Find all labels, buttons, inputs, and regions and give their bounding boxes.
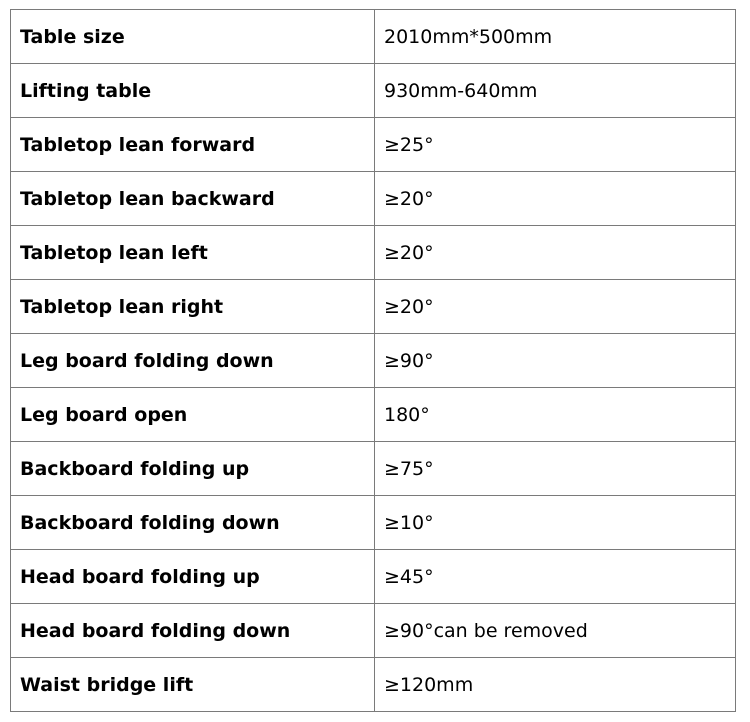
table-row [11, 388, 736, 442]
table-row [11, 172, 736, 226]
value-cell: ≥10° [375, 496, 736, 550]
value-cell: ≥20° [375, 172, 736, 226]
value-cell: ≥20° [375, 226, 736, 280]
table-row [11, 658, 736, 712]
parameter-cell: Tabletop lean left [11, 226, 375, 280]
value-cell: ≥120mm [375, 658, 736, 712]
value-cell: ≥90° [375, 334, 736, 388]
parameter-cell: Tabletop lean backward [11, 172, 375, 226]
value-cell: 2010mm*500mm [375, 10, 736, 64]
parameter-cell: Backboard folding up [11, 442, 375, 496]
parameter-cell: Tabletop lean right [11, 280, 375, 334]
parameter-cell: Waist bridge lift [11, 658, 375, 712]
parameter-cell: Leg board open [11, 388, 375, 442]
value-cell: ≥20° [375, 280, 736, 334]
parameter-cell: Lifting table [11, 64, 375, 118]
table-row [11, 442, 736, 496]
value-cell: ≥75° [375, 442, 736, 496]
table-row [11, 64, 736, 118]
table-row [11, 334, 736, 388]
parameter-cell: Head board folding up [11, 550, 375, 604]
table-row [11, 10, 736, 64]
table-row [11, 118, 736, 172]
parameter-cell: Table size [11, 10, 375, 64]
value-cell: ≥90°can be removed [375, 604, 736, 658]
table-row [11, 280, 736, 334]
table-row [11, 604, 736, 658]
value-cell: ≥25° [375, 118, 736, 172]
table-row [11, 550, 736, 604]
parameter-cell: Tabletop lean forward [11, 118, 375, 172]
table-row [11, 226, 736, 280]
specification-table [10, 9, 736, 712]
table-row [11, 496, 736, 550]
value-cell: 180° [375, 388, 736, 442]
parameter-cell: Backboard folding down [11, 496, 375, 550]
value-cell: 930mm-640mm [375, 64, 736, 118]
parameter-cell: Head board folding down [11, 604, 375, 658]
specification-table-body [11, 10, 736, 712]
parameter-cell: Leg board folding down [11, 334, 375, 388]
value-cell: ≥45° [375, 550, 736, 604]
